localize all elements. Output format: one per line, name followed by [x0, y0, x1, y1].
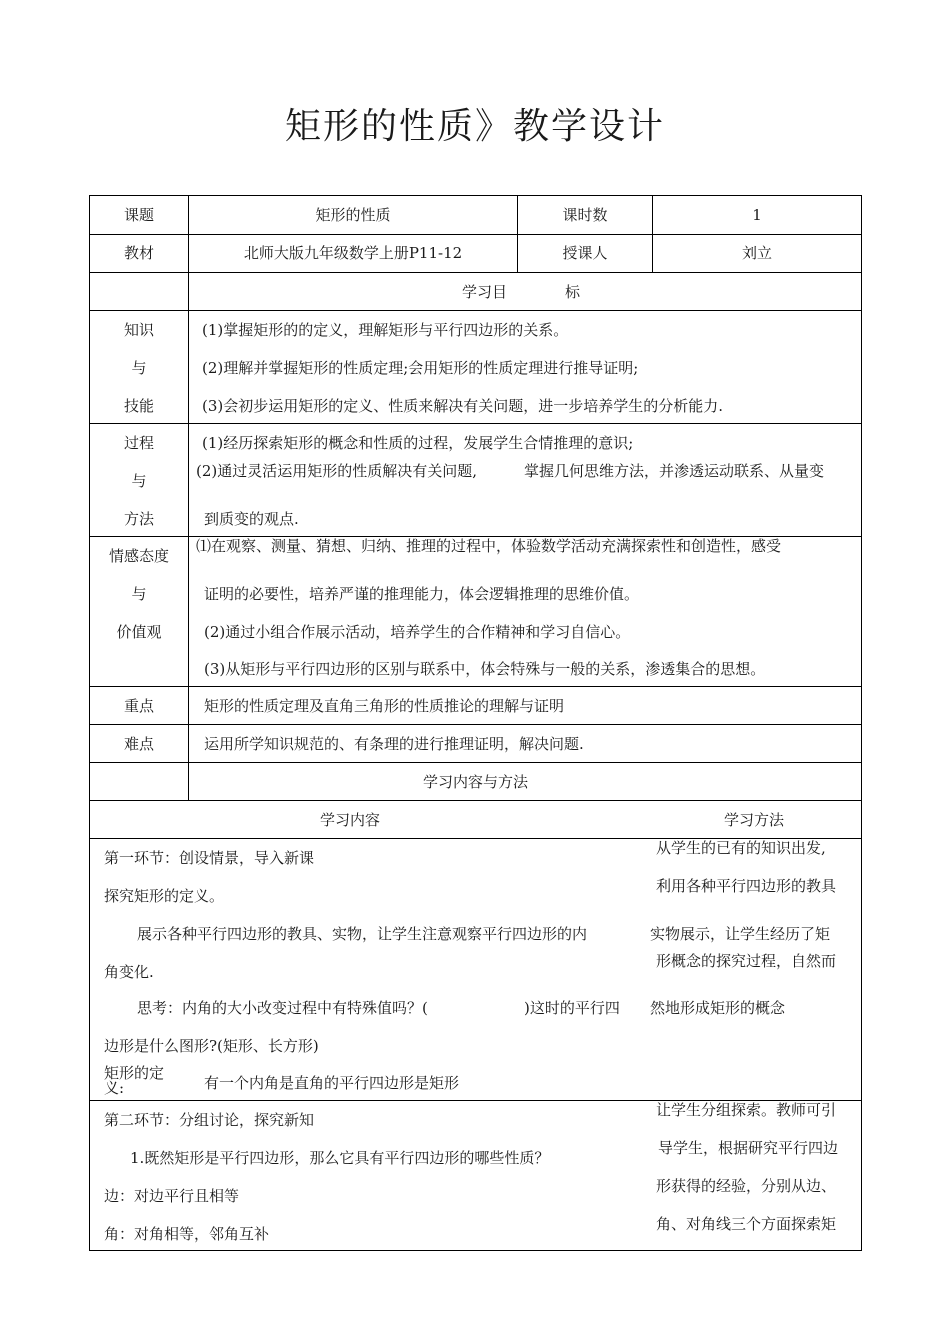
- emotion-item: ⑴在观察、测量、猜想、归纳、推理的过程中，体验数学活动充满探索性和创造性，感受: [196, 537, 782, 555]
- section1-method: 利用各种平行四边形的教具: [656, 877, 837, 895]
- section1-line: 边形是什么图形?(矩形、长方形): [104, 1037, 319, 1055]
- emotion-label-3: 价值观: [116, 623, 162, 641]
- section1-line: 展示各种平行四边形的教具、实物，让学生注意观察平行四边形的内: [137, 925, 588, 943]
- section2-line: 边：对边平行且相等: [104, 1187, 240, 1205]
- section1-line: 探究矩形的定义。: [104, 887, 225, 905]
- col-content-header: 学习内容: [320, 811, 381, 829]
- teacher-value: 刘立: [741, 244, 772, 262]
- section1-method: 从学生的已有的知识出发,: [656, 839, 826, 857]
- lesson-plan-table: [89, 195, 862, 1251]
- page-title: 矩形的性质》教学设计: [284, 106, 665, 147]
- section1-line: 第一环节：创设情景，导入新课: [104, 849, 315, 867]
- knowledge-label-3: 技能: [123, 397, 154, 415]
- section2-line: 1.既然矩形是平行四边形，那么它具有平行四边形的哪些性质？: [130, 1149, 550, 1167]
- content-heading: 学习内容与方法: [422, 773, 528, 791]
- emotion-item: (3)从矩形与平行四边形的区别与联系中，体会特殊与一般的关系，渗透集合的思想。: [204, 660, 766, 678]
- difficulty-value: 运用所学知识规范的、有条理的进行推理证明，解决问题.: [204, 735, 584, 753]
- knowledge-label-1: 知识: [123, 321, 154, 339]
- section1-line: )这时的平行四: [524, 999, 620, 1017]
- knowledge-item: (1)掌握矩形的的定义，理解矩形与平行四边形的关系。: [202, 321, 569, 339]
- emotion-label-2: 与: [131, 585, 147, 603]
- difficulty-label: 难点: [123, 735, 154, 753]
- knowledge-label-2: 与: [131, 359, 147, 377]
- section1-line: 矩形的定义:: [104, 1064, 165, 1097]
- section2-method: 让学生分组探索。教师可引: [656, 1101, 837, 1119]
- key-value: 矩形的性质定理及直角三角形的性质推论的理解与证明: [204, 697, 565, 715]
- topic-value: 矩形的性质: [315, 206, 391, 224]
- knowledge-item: (3)会初步运用矩形的定义、性质来解决有关问题，进一步培养学生的分析能力.: [202, 397, 724, 415]
- hours-label: 课时数: [562, 206, 608, 224]
- teacher-label: 授课人: [562, 244, 608, 262]
- section1-line: 有一个内角是直角的平行四边形是矩形: [204, 1074, 460, 1092]
- knowledge-item: (2)理解并掌握矩形的性质定理;会用矩形的性质定理进行推导证明;: [202, 359, 639, 377]
- section1-method: 形概念的探究过程，自然而: [656, 952, 837, 970]
- section2-method: 导学生，根据研究平行四边: [658, 1139, 839, 1157]
- process-item: 到质变的观点.: [204, 510, 299, 528]
- section2-method: 角、对角线三个方面探索矩: [656, 1215, 837, 1233]
- emotion-label-1: 情感态度: [108, 547, 169, 565]
- process-label-3: 方法: [123, 510, 154, 528]
- section1-method: 实物展示，让学生经历了矩: [650, 925, 831, 943]
- material-value: 北师大版九年级数学上册P11-12: [243, 244, 463, 262]
- section2-line: 第二环节：分组讨论，探究新知: [104, 1111, 315, 1129]
- material-label: 教材: [123, 244, 154, 262]
- section2-line: 角：对角相等，邻角互补: [104, 1225, 270, 1243]
- process-item: (1)经历探索矩形的概念和性质的过程，发展学生合情推理的意识;: [202, 434, 634, 452]
- hours-value: 1: [752, 206, 762, 224]
- process-label-1: 过程: [123, 434, 154, 452]
- key-label: 重点: [123, 697, 154, 715]
- col-method-header: 学习方法: [724, 811, 785, 829]
- goals-heading-a: 学习目: [462, 283, 508, 301]
- goals-heading-b: 标: [565, 283, 581, 301]
- emotion-item: 证明的必要性，培养严谨的推理能力，体会逻辑推理的思维价值。: [204, 585, 640, 603]
- section1-method: 然地形成矩形的概念: [650, 999, 786, 1017]
- section2-method: 形获得的经验，分别从边、: [656, 1177, 837, 1195]
- section1-line: 思考：内角的大小改变过程中有特殊值吗？(: [137, 999, 428, 1017]
- process-item: (2)通过灵活运用矩形的性质解决有关问题,: [196, 462, 478, 480]
- section1-line: 角变化.: [104, 963, 154, 981]
- topic-label: 课题: [123, 206, 154, 224]
- process-label-2: 与: [131, 472, 147, 490]
- emotion-item: (2)通过小组合作展示活动，培养学生的合作精神和学习自信心。: [204, 623, 631, 641]
- process-item: 掌握几何思维方法，并渗透运动联系、从量变: [524, 462, 825, 480]
